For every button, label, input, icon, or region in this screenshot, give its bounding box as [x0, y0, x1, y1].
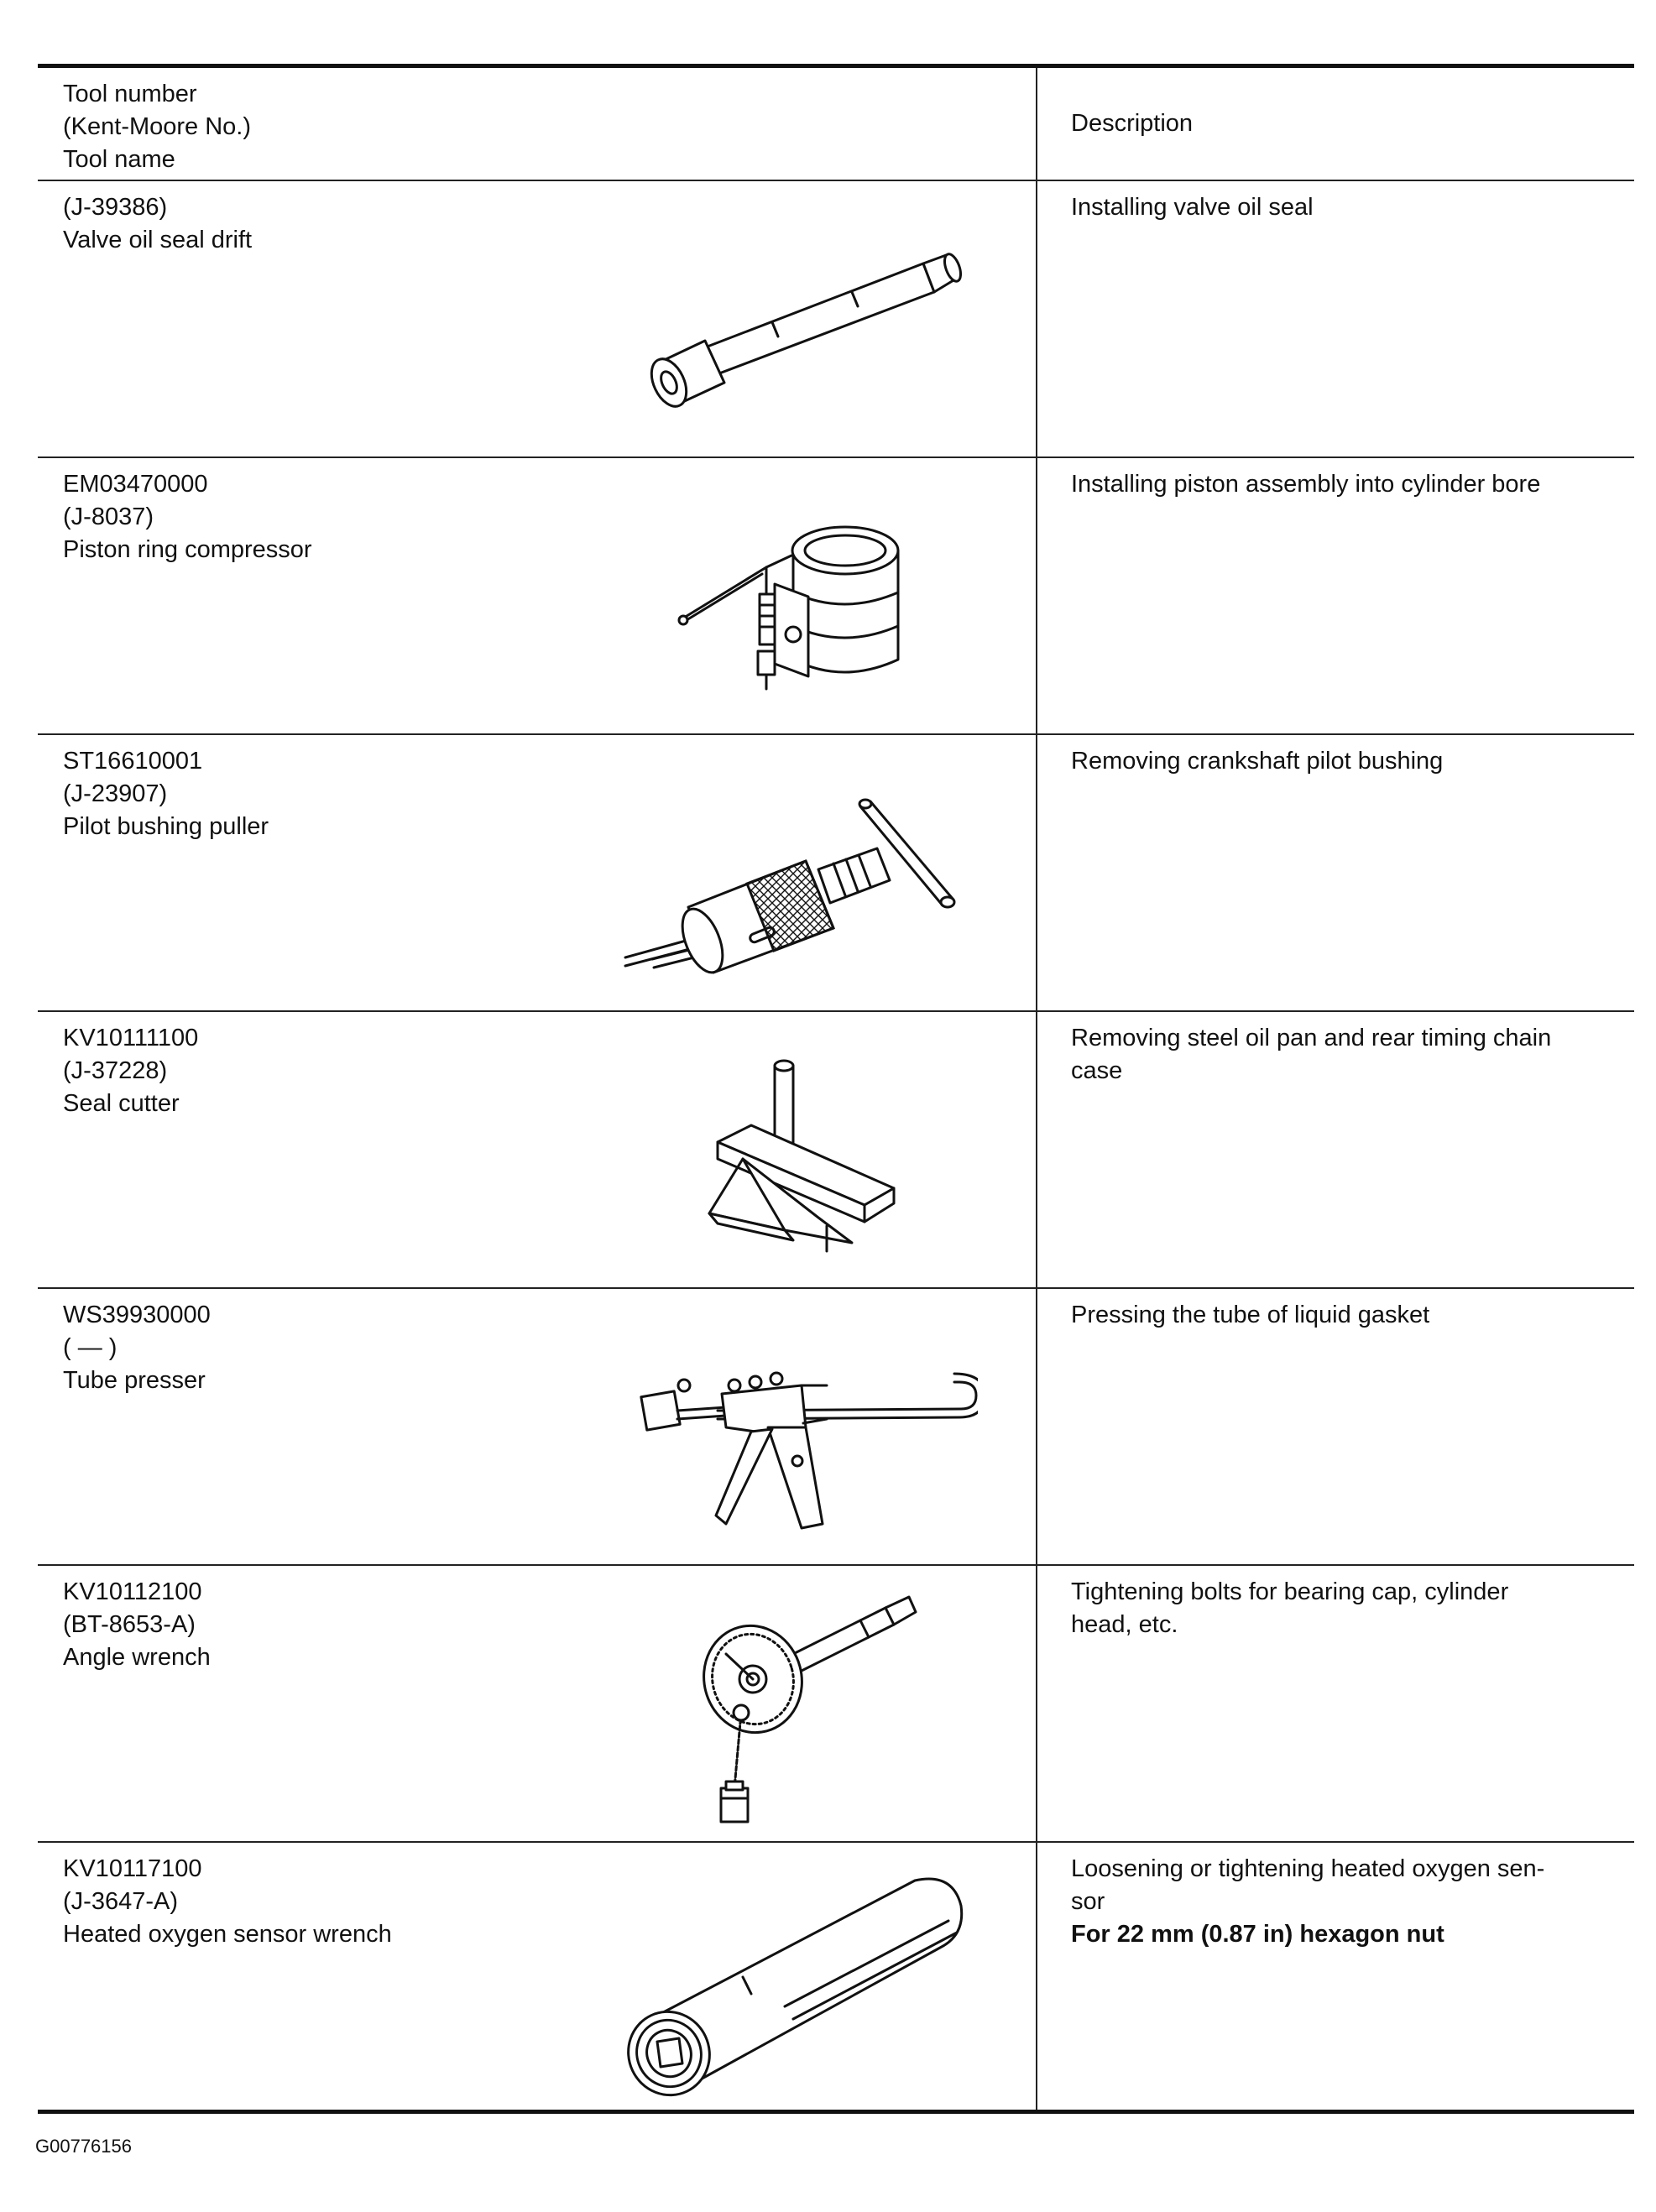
tool-info-cell	[38, 1012, 1037, 1287]
piston-ring-compressor-icon	[676, 517, 944, 718]
table-header-row	[38, 68, 1634, 181]
table-row	[38, 1012, 1634, 1289]
header-tool-number: Tool number	[63, 81, 197, 107]
tool-info-cell	[38, 1843, 1037, 2110]
table-row	[38, 181, 1634, 458]
tool-description-cell	[1037, 1566, 1634, 1841]
tool-description-note: For 22 mm (0.87 in) hexagon nut	[1071, 1921, 1444, 1948]
tool-name: Heated oxygen sensor wrench	[63, 1921, 392, 1948]
table-row	[38, 1289, 1634, 1566]
tool-description: Pressing the tube of liquid gasket	[1071, 1302, 1430, 1328]
tool-description-cell	[1037, 1012, 1634, 1287]
tube-presser-icon	[625, 1335, 978, 1553]
tool-description-cell	[1037, 181, 1634, 456]
tool-description-line-2: case	[1071, 1057, 1123, 1084]
tool-info-cell	[38, 1566, 1037, 1841]
table-row	[38, 458, 1634, 735]
table-row	[38, 1843, 1634, 2110]
tool-description: Installing valve oil seal	[1071, 194, 1314, 221]
tool-description-line-1: Loosening or tightening heated oxygen sen-	[1071, 1855, 1545, 1882]
tool-description-cell	[1037, 1289, 1634, 1564]
tool-description-line-1: Removing steel oil pan and rear timing chain	[1071, 1025, 1552, 1051]
tool-kent-moore-number: ( — )	[63, 1334, 118, 1361]
tool-kent-moore-number: (J-8037)	[63, 503, 154, 530]
tool-description-cell	[1037, 458, 1634, 733]
header-kent-moore-number: (Kent-Moore No.)	[63, 113, 252, 140]
header-description-column	[1037, 68, 1634, 180]
tool-description-line-2: head, etc.	[1071, 1611, 1178, 1638]
header-description: Description	[1071, 110, 1194, 137]
tool-kent-moore-number: (BT-8653-A)	[63, 1611, 196, 1638]
tool-name: Seal cutter	[63, 1090, 180, 1117]
tool-name: Piston ring compressor	[63, 536, 312, 563]
header-tool-name: Tool name	[63, 146, 175, 173]
tool-info-cell	[38, 458, 1037, 733]
tool-name: Valve oil seal drift	[63, 227, 253, 253]
table-row	[38, 1566, 1634, 1843]
special-service-tools-table	[38, 64, 1634, 2114]
tool-description-cell	[1037, 1843, 1634, 2110]
tool-kent-moore-number: (J-3647-A)	[63, 1888, 178, 1915]
tool-part-number: ST16610001	[63, 748, 203, 775]
tool-description: Installing piston assembly into cylinder bore	[1071, 471, 1541, 498]
tool-description-cell	[1037, 735, 1634, 1010]
heated-oxygen-sensor-wrench-icon	[617, 1855, 986, 2107]
figure-code: G00776156	[35, 2136, 132, 2157]
seal-cutter-icon	[701, 1046, 919, 1264]
tool-description-line-1: Tightening bolts for bearing cap, cylinder	[1071, 1578, 1509, 1605]
tool-description-line-2: sor	[1071, 1888, 1105, 1915]
angle-wrench-icon	[692, 1587, 944, 1839]
header-tool-column	[38, 68, 1037, 180]
tool-kent-moore-number: (J-37228)	[63, 1057, 168, 1084]
tool-part-number: KV10117100	[63, 1855, 202, 1882]
tool-part-number: WS39930000	[63, 1302, 211, 1328]
tool-description: Removing crankshaft pilot bushing	[1071, 748, 1444, 775]
tool-info-cell	[38, 1289, 1037, 1564]
tool-kent-moore-number: (J-39386)	[63, 194, 168, 221]
tool-part-number: KV10112100	[63, 1578, 202, 1605]
tool-kent-moore-number: (J-23907)	[63, 780, 168, 807]
tool-part-number: KV10111100	[63, 1025, 199, 1051]
table-row	[38, 735, 1634, 1012]
valve-oil-seal-drift-icon	[625, 240, 986, 408]
tool-name: Tube presser	[63, 1367, 206, 1394]
tool-name: Angle wrench	[63, 1644, 211, 1671]
tool-name: Pilot bushing puller	[63, 813, 269, 840]
pilot-bushing-puller-icon	[609, 781, 995, 983]
tool-info-cell	[38, 181, 1037, 456]
tool-info-cell	[38, 735, 1037, 1010]
tool-part-number: EM03470000	[63, 471, 208, 498]
